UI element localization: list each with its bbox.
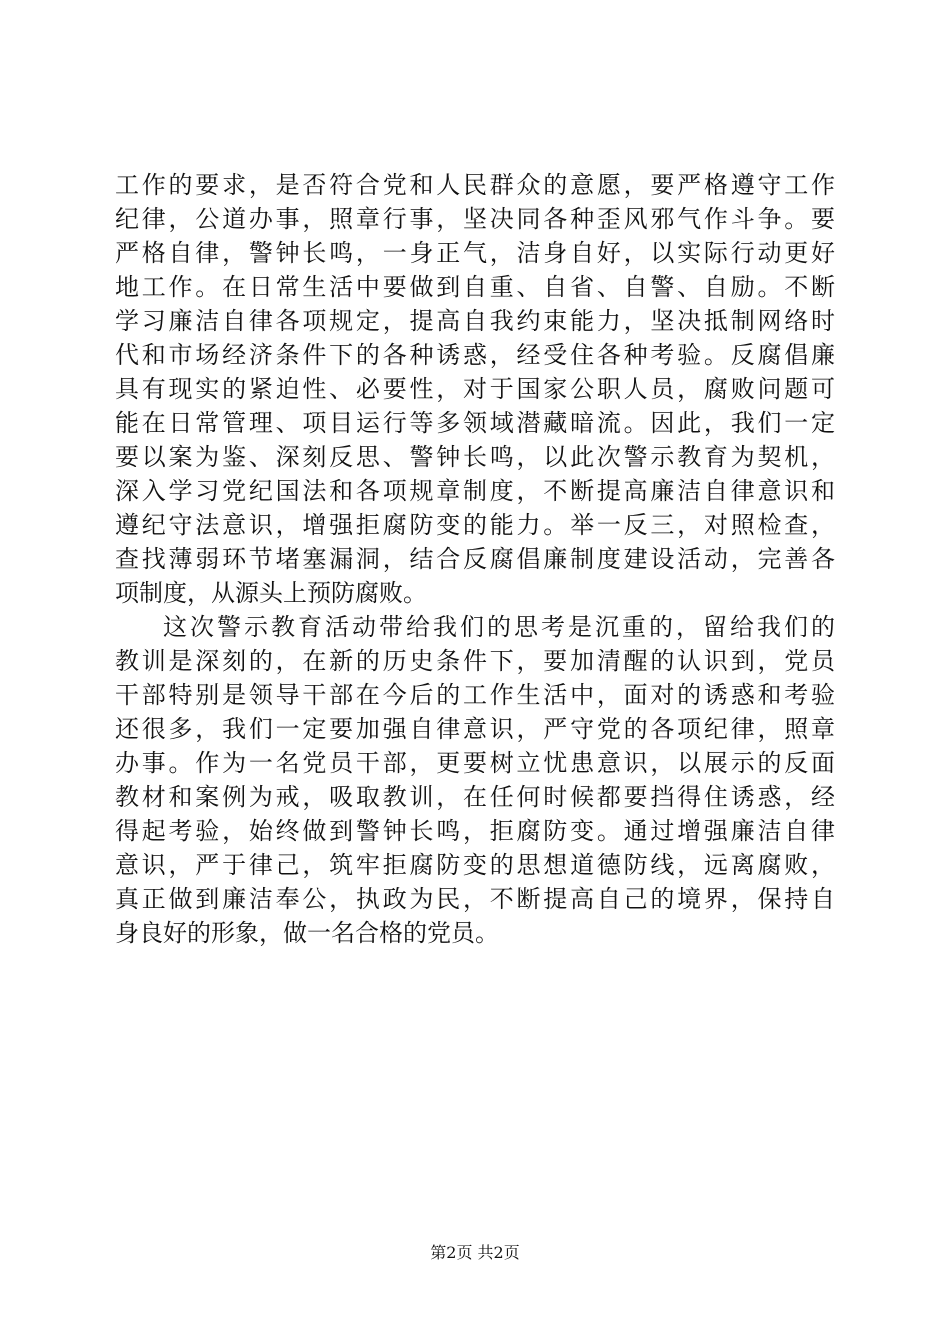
text-line: 意识，严于律己，筑牢拒腐防变的思想道德防线，远离腐败， <box>115 851 835 879</box>
text-line: 干部特别是领导干部在今后的工作生活中，面对的诱惑和考验 <box>115 681 835 709</box>
text-line: 教材和案例为戒，吸取教训，在任何时候都要挡得住诱惑，经 <box>115 783 835 811</box>
text-line: 代和市场经济条件下的各种诱惑，经受住各种考验。反腐倡廉 <box>115 341 835 369</box>
text-line: 要以案为鉴、深刻反思、警钟长鸣，以此次警示教育为契机， <box>115 443 835 471</box>
page-number-footer: 第2页 共2页 <box>430 1243 520 1262</box>
text-line: 办事。作为一名党员干部，更要树立忧患意识，以展示的反面 <box>115 749 835 777</box>
text-line: 学习廉洁自律各项规定，提高自我约束能力，坚决抵制网络时 <box>115 307 835 335</box>
text-line: 这次警示教育活动带给我们的思考是沉重的，留给我们的 <box>163 613 835 641</box>
document-body <box>115 168 835 950</box>
paragraph-2 <box>115 610 835 950</box>
text-line: 项制度，从源头上预防腐败。 <box>115 579 427 607</box>
text-line: 得起考验，始终做到警钟长鸣，拒腐防变。通过增强廉洁自律 <box>115 817 835 845</box>
text-line: 教训是深刻的，在新的历史条件下，要加清醒的认识到，党员 <box>115 647 835 675</box>
text-line: 遵纪守法意识，增强拒腐防变的能力。举一反三，对照检查， <box>115 511 835 539</box>
text-line: 严格自律，警钟长鸣，一身正气，洁身自好，以实际行动更好 <box>115 239 835 267</box>
text-line: 查找薄弱环节堵塞漏洞，结合反腐倡廉制度建设活动，完善各 <box>115 545 835 573</box>
text-line: 身良好的形象，做一名合格的党员。 <box>115 919 499 947</box>
paragraph-1 <box>115 168 835 610</box>
text-line: 地工作。在日常生活中要做到自重、自省、自警、自励。不断 <box>115 273 835 301</box>
text-line: 纪律，公道办事，照章行事，坚决同各种歪风邪气作斗争。要 <box>115 205 835 233</box>
text-line: 深入学习党纪国法和各项规章制度，不断提高廉洁自律意识和 <box>115 477 835 505</box>
text-line: 具有现实的紧迫性、必要性，对于国家公职人员，腐败问题可 <box>115 375 835 403</box>
text-line: 真正做到廉洁奉公，执政为民，不断提高自己的境界，保持自 <box>115 885 835 913</box>
text-line: 工作的要求，是否符合党和人民群众的意愿，要严格遵守工作 <box>115 171 835 199</box>
text-line: 还很多，我们一定要加强自律意识，严守党的各项纪律，照章 <box>115 715 835 743</box>
text-line: 能在日常管理、项目运行等多领域潜藏暗流。因此，我们一定 <box>115 409 835 437</box>
